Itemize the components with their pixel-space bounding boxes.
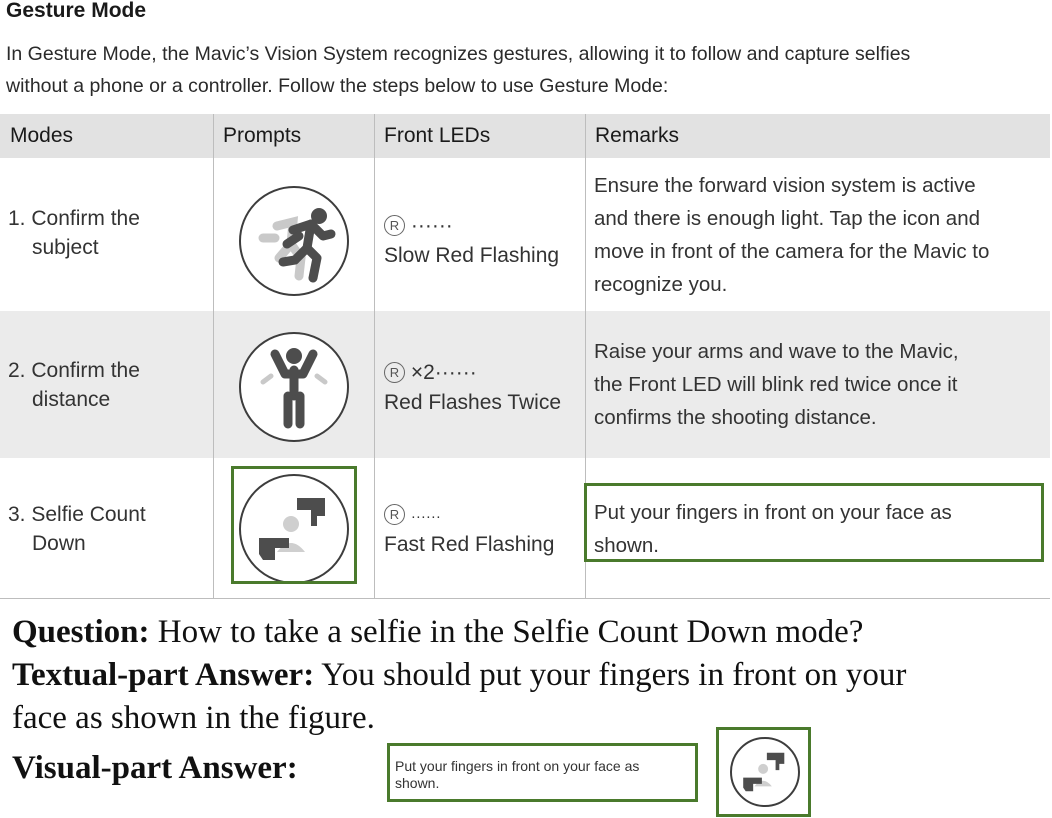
led-dots: ······ — [410, 508, 441, 525]
led-dots: ······ — [410, 214, 453, 237]
mode-text: 3. Selfie Count — [8, 503, 146, 526]
led-label: Red Flashes Twice — [384, 391, 562, 414]
column-divider — [213, 114, 214, 598]
table-row — [0, 311, 1050, 458]
remark-line: and there is enough light. Tap the icon and — [594, 207, 980, 230]
red-led-icon: R — [384, 504, 405, 525]
question-text: How to take a selfie in the Selfie Count Down mode? — [149, 614, 864, 650]
remark-line: the Front LED will blink red twice once it — [594, 373, 958, 396]
visual-answer-image-crop — [716, 727, 811, 817]
column-divider — [374, 114, 375, 598]
intro-line-2: without a phone or a controller. Follow the steps below to use Gesture Mode: — [6, 75, 669, 97]
remark-line: shown. — [594, 534, 659, 557]
led-cell — [374, 458, 585, 598]
mode-text: 2. Confirm the — [8, 359, 140, 382]
question-line — [12, 614, 863, 651]
remark-line: Ensure the forward vision system is active — [594, 174, 976, 197]
led-label: Fast Red Flashing — [384, 533, 555, 556]
mode-text-cont: subject — [32, 236, 99, 259]
remark-highlight-box — [584, 483, 1044, 562]
remark-line: Raise your arms and wave to the Mavic, — [594, 340, 959, 363]
header-modes: Modes — [10, 124, 74, 147]
mode-cell — [0, 458, 213, 598]
prompt-highlight-box — [231, 466, 357, 584]
raised-arms-person-icon — [239, 332, 349, 442]
crop-text-line: shown. — [395, 775, 440, 791]
header-front-leds: Front LEDs — [384, 124, 491, 147]
led-cell — [374, 311, 585, 458]
intro-paragraph — [6, 38, 1052, 102]
visual-answer-text-crop — [387, 743, 698, 802]
header-prompts: Prompts — [223, 124, 302, 147]
framing-hands-icon — [730, 737, 800, 807]
led-label: Slow Red Flashing — [384, 244, 560, 267]
mode-text-cont: distance — [32, 388, 111, 411]
running-person-icon — [239, 186, 349, 296]
textual-answer-label: Textual-part Answer: — [12, 657, 315, 693]
question-label: Question: — [12, 614, 150, 650]
crop-text-line: Put your fingers in front on your face as — [395, 758, 640, 774]
led-pattern — [384, 361, 585, 385]
section-title: Gesture Mode — [6, 0, 147, 22]
remark-line: recognize you. — [594, 273, 728, 296]
led-dots: ×2······ — [410, 361, 477, 384]
prompt-cell — [213, 158, 374, 311]
textual-answer-text: You should put your fingers in front on your — [314, 657, 907, 693]
visual-answer-line — [12, 750, 298, 787]
table-row — [0, 158, 1050, 311]
red-led-icon: R — [384, 215, 405, 236]
remark-line: Put your fingers in front on your face as — [594, 501, 952, 524]
remark-line: move in front of the camera for the Mavic to — [594, 240, 990, 263]
intro-line-1: In Gesture Mode, the Mavic’s Vision System recognizes gestures, allowing it to follow and capture selfies — [6, 43, 911, 65]
visual-answer-label: Visual-part Answer: — [12, 750, 298, 786]
textual-answer-cont: face as shown in the figure. — [12, 700, 375, 736]
red-led-icon: R — [384, 362, 405, 383]
mode-text: 1. Confirm the — [8, 207, 140, 230]
header-remarks: Remarks — [595, 124, 680, 147]
remark-cell — [585, 311, 1050, 458]
mode-cell — [0, 158, 213, 311]
remark-cell — [585, 158, 1050, 311]
led-cell — [374, 158, 585, 311]
textual-answer-line — [12, 657, 906, 694]
mode-cell — [0, 311, 213, 458]
led-pattern — [384, 214, 585, 238]
table-header-row — [0, 114, 1050, 158]
led-pattern — [384, 503, 585, 527]
prompt-cell — [213, 311, 374, 458]
remark-line: confirms the shooting distance. — [594, 406, 877, 429]
mode-text-cont: Down — [32, 532, 86, 555]
